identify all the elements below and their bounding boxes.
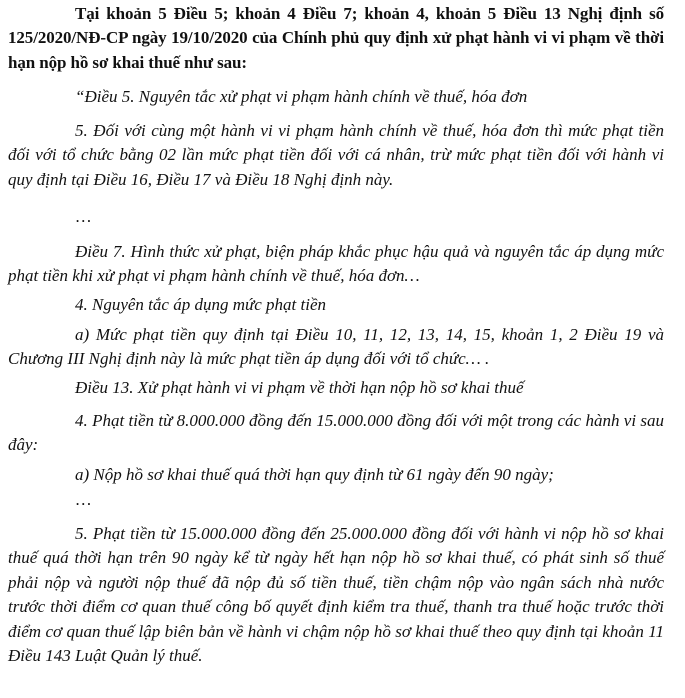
- ellipsis-1: …: [76, 207, 92, 226]
- article-13-clause-4: 4. Phạt tiền từ 8.000.000 đồng đến 15.000.000 đồng đối với một trong các hành vi sau đây:: [8, 411, 664, 455]
- article-5-heading: “Điều 5. Nguyên tắc xử phạt vi phạm hành chính về thuế, hóa đơn: [75, 87, 528, 106]
- ellipsis-2: …: [76, 490, 92, 509]
- article-13-clause-4a: a) Nộp hồ sơ khai thuế quá thời hạn quy định từ 61 ngày đến 90 ngày;: [75, 465, 554, 484]
- article-7-clause-4: 4. Nguyên tắc áp dụng mức phạt tiền: [75, 295, 327, 314]
- article-13-heading: Điều 13. Xử phạt hành vi vi phạm về thời hạn nộp hồ sơ khai thuế: [75, 378, 524, 397]
- article-7-heading: Điều 7. Hình thức xử phạt, biện pháp khắc phục hậu quả và nguyên tắc áp dụng mức phạt tiền khi xử phạt vi phạm hành chính về thuế, hóa đơn…: [8, 242, 664, 286]
- intro-paragraph: Tại khoản 5 Điều 5; khoản 4 Điều 7; khoản 4, khoản 5 Điều 13 Nghị định số 125/2020/NĐ-CP ngày 19/10/2020 của Chính phủ quy định xử phạt hành vi vi phạm về thời hạn nộp hồ sơ khai thuế như sau:: [8, 4, 664, 72]
- article-7-clause-4a: a) Mức phạt tiền quy định tại Điều 10, 11, 12, 13, 14, 15, khoản 1, 2 Điều 19 và Chương III Nghị định này là mức phạt tiền áp dụng đối với tổ chức… .: [8, 325, 664, 369]
- article-13-clause-5: 5. Phạt tiền từ 15.000.000 đồng đến 25.000.000 đồng đối với hành vi nộp hồ sơ khai thuế quá thời hạn trên 90 ngày kể từ ngày hết hạn nộp hồ sơ khai thuế, có phát sinh số thuế phải nộp và người nộp thuế đã nộp đủ số tiền thuế, tiền chậm nộp vào ngân sách nhà nước trước thời điểm cơ quan thuế công bố quyết định kiểm tra thuế, thanh tra thuế hoặc trước thời điểm cơ quan thuế lập biên bản về hành vi chậm nộp hồ sơ khai thuế theo quy định tại khoản 11 Điều 143 Luật Quản lý thuế.: [8, 524, 664, 666]
- article-5-clause-5: 5. Đối với cùng một hành vi vi phạm hành chính về thuế, hóa đơn thì mức phạt tiền đối với tổ chức bằng 02 lần mức phạt tiền đối với cá nhân, trừ mức phạt tiền đối với hành vi quy định tại Điều 16, Điều 17 và Điều 18 Nghị định này.: [8, 121, 664, 189]
